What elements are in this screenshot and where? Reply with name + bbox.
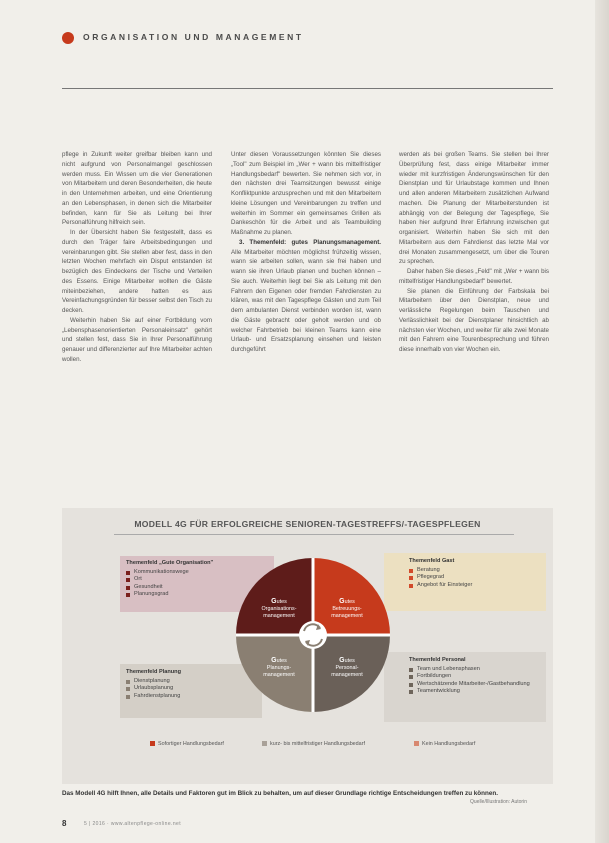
figure-rule <box>114 534 514 535</box>
box-heading: Themenfeld Planung <box>126 669 182 675</box>
section-title: ORGANISATION UND MANAGEMENT <box>83 32 304 42</box>
box-gast <box>384 553 546 611</box>
quadrant-circle <box>232 554 394 716</box>
page-edge <box>595 0 609 843</box>
paragraph-body: Alle Mitarbeiter möchten möglichst frühzeitig wissen, wann sie arbeiten sollen, wann sie frei haben und wann sie ihren Urlaub planen und buchen können – Sie auch. Weiterhin liegt bei Sie als Leitung mit den Fahrern den Eigenen oder fremden Fahrdiensten zu klären, was mit den Tagespflege Gästen und zum Teil dem ambulanten Dienst verbinden worden ist, wann die Gäste gebracht oder geholt werden und ob welcher Fahrbetrieb bei kleinen Teams kann eine Urlaub- und Ersatzsplanung einsehen und leisten durchgeführt <box>231 248 381 353</box>
paragraph: Unter diesen Voraussetzungen könnten Sie dieses „Tool" zum Beispiel im „Wer + wann bis mittelfristiger Handlungsbedarf" bewerten. Sie nehmen sich vor, in den nächsten drei Teamsitzungen bewusst einige Konfliktpunkte anzusprechen und mit den Mitarbeitern kleine Lösungen und Vereinbarungen zu treffen und weiterhin im Sommer ein gemeinsames Grillen als Dankeschön für die Arbeit und als Teambuilding Maßnahme zu planen. <box>231 151 381 236</box>
list-item: Wertschätzende Mitarbeiter-/Gastbehandlung <box>409 681 540 689</box>
section-marker-icon <box>62 32 74 44</box>
segment-betreuung <box>313 558 390 635</box>
paragraph: Sie planen die Einführung der Farbskala bei Mitarbeitern über den Dienstplan, neue und verlässliche Regelungen beim Tauschen und Verlässlichkeit bei der Dienstplaner hinsichtlich ab nächsten vier Wochen, und weiter für alle zwei Monate mit den Fahrern eine Tourenbesprechung und führen diese innerhalb von vier Wochen ein. <box>399 287 549 353</box>
list-item: Urlaubsplanung <box>126 685 256 693</box>
segment-label-br: Gutes Personal-management <box>331 657 363 678</box>
paragraph: In der Übersicht haben Sie festgestellt, dass es durch den Träger faire Arbeitsbedingungen und vereinbarungen gibt. Sie stellen aber fest, dass in den letzten Wochen mehrfach ein Disput entstanden ist bezüglich des Eindeckens der Tische und Verteilen des Essens. Einige Mitarbeiter wollten die Gäste miteinbeziehen, andere hatten es aus Vereinfachungsgründen für besser selbst den Tisch zu decken. <box>62 229 212 314</box>
list-item: Beratung <box>409 567 540 575</box>
list-item: Ort <box>126 576 268 584</box>
paragraph <box>231 238 381 355</box>
list-item: Kommunikationswege <box>126 569 268 577</box>
page-number: 8 <box>62 819 67 828</box>
publication-footer: 5 | 2016 · www.altenpflege-online.net <box>84 821 181 827</box>
paragraph: werden als bei großen Teams. Sie stellen bei Ihrer Überprüfung fest, dass einige Mitarbeiter immer wieder mit kurzfristigen Änderungswünschen für den Dienstplan und für Urlaubstage kommen und Ihnen und allen anderen Mitarbeitern zusätzlichen Aufwand machen. Die Planung der Mitarbeiterstunden ist abhängig von der Belegung der Tagespflege, Sie haben hier aufgrund Ihrer Erfahrung inzwischen gut organisiert. Weiterhin haben Sie sich mit den Mitarbeitern aus dem Fahrdienst das letzte Mal vor drei Monaten zusammengesetzt, um über die Touren zu sprechen. <box>399 151 549 266</box>
figure-title: MODELL 4G FÜR ERFOLGREICHE SENIOREN-TAGESTREFFS/-TAGESPFLEGEN <box>134 519 481 529</box>
box-personal <box>384 652 546 722</box>
paragraph: Weiterhin haben Sie auf einer Fortbildung vom „Lebensphasenorientierten Personaleinsatz" gehört und stellen fest, dass Sie in Ihrer Personalführung genauer und differenzierter auf Ihre Mitarbeiter achten wollen. <box>62 316 212 363</box>
figure-caption: Das Modell 4G hilft Ihnen, alle Details und Faktoren gut im Blick zu behalten, um auf dieser Grundlage richtige Entscheidungen treffen zu können. <box>62 790 498 797</box>
header-rule <box>62 88 553 89</box>
list-item: Fahrdienstplanung <box>126 693 256 701</box>
box-heading: Themenfeld Personal <box>409 657 466 663</box>
text-column-1 <box>62 150 212 365</box>
segment-label-bl: Gutes Planungs-management <box>263 657 295 678</box>
paragraph: Daher haben Sie dieses „Feld" mit „Wer + wann bis mittelfristiger Handlungsbedarf" bewertet. <box>399 268 549 285</box>
text-column-2 <box>231 150 381 355</box>
text-column-3 <box>399 150 549 355</box>
box-heading: Themenfeld „Gute Organisation" <box>126 560 214 566</box>
segment-label-tl: Gutes Organisations-management <box>261 598 297 619</box>
segment-label-tr: Gutes Betreuungs-management <box>331 598 363 619</box>
model-figure <box>62 508 553 784</box>
list-item: Gesundheit <box>126 584 268 592</box>
list-item: Teamentwicklung <box>409 688 540 696</box>
legend-item: Sofortiger Handlungsbedarf <box>150 741 224 747</box>
subheading: 3. Themenfeld: gutes Planungsmanagement. <box>239 238 381 246</box>
list-item: Fortbildungen <box>409 673 540 681</box>
legend-item: Kein Handlungsbedarf <box>414 741 475 747</box>
legend-swatch-icon <box>414 741 419 746</box>
list-item: Dienstplanung <box>126 678 256 686</box>
legend-swatch-icon <box>150 741 155 746</box>
list-item: Planungsgrad <box>126 591 268 599</box>
legend-item: kurz- bis mittelfristiger Handlungsbedarf <box>262 741 365 747</box>
list-item: Team und Lebensphasen <box>409 666 540 674</box>
list-item: Angebot für Einsteiger <box>409 582 540 590</box>
legend-swatch-icon <box>262 741 267 746</box>
box-heading: Themenfeld Gast <box>409 558 455 564</box>
paragraph: pflege in Zukunft weiter greifbar bleiben kann und nicht aufgrund von Personalmangel geschlossen werden muss. Ein Wissen um die vier Generationen von Mitarbeitern und deren Besonderheiten, die heute in den Unternehmen arbeiten, und eine Orientierung an den Lebensphasen, in denen sich die Mitarbeiter befinden, kann für Sie als Leitung bei Ihrer Personalführung hilfreich sein. <box>62 151 212 227</box>
list-item: Pflegegrad <box>409 574 540 582</box>
segment-organisation <box>236 558 313 635</box>
figure-source: Quelle/Illustration: Autorin <box>470 799 527 805</box>
